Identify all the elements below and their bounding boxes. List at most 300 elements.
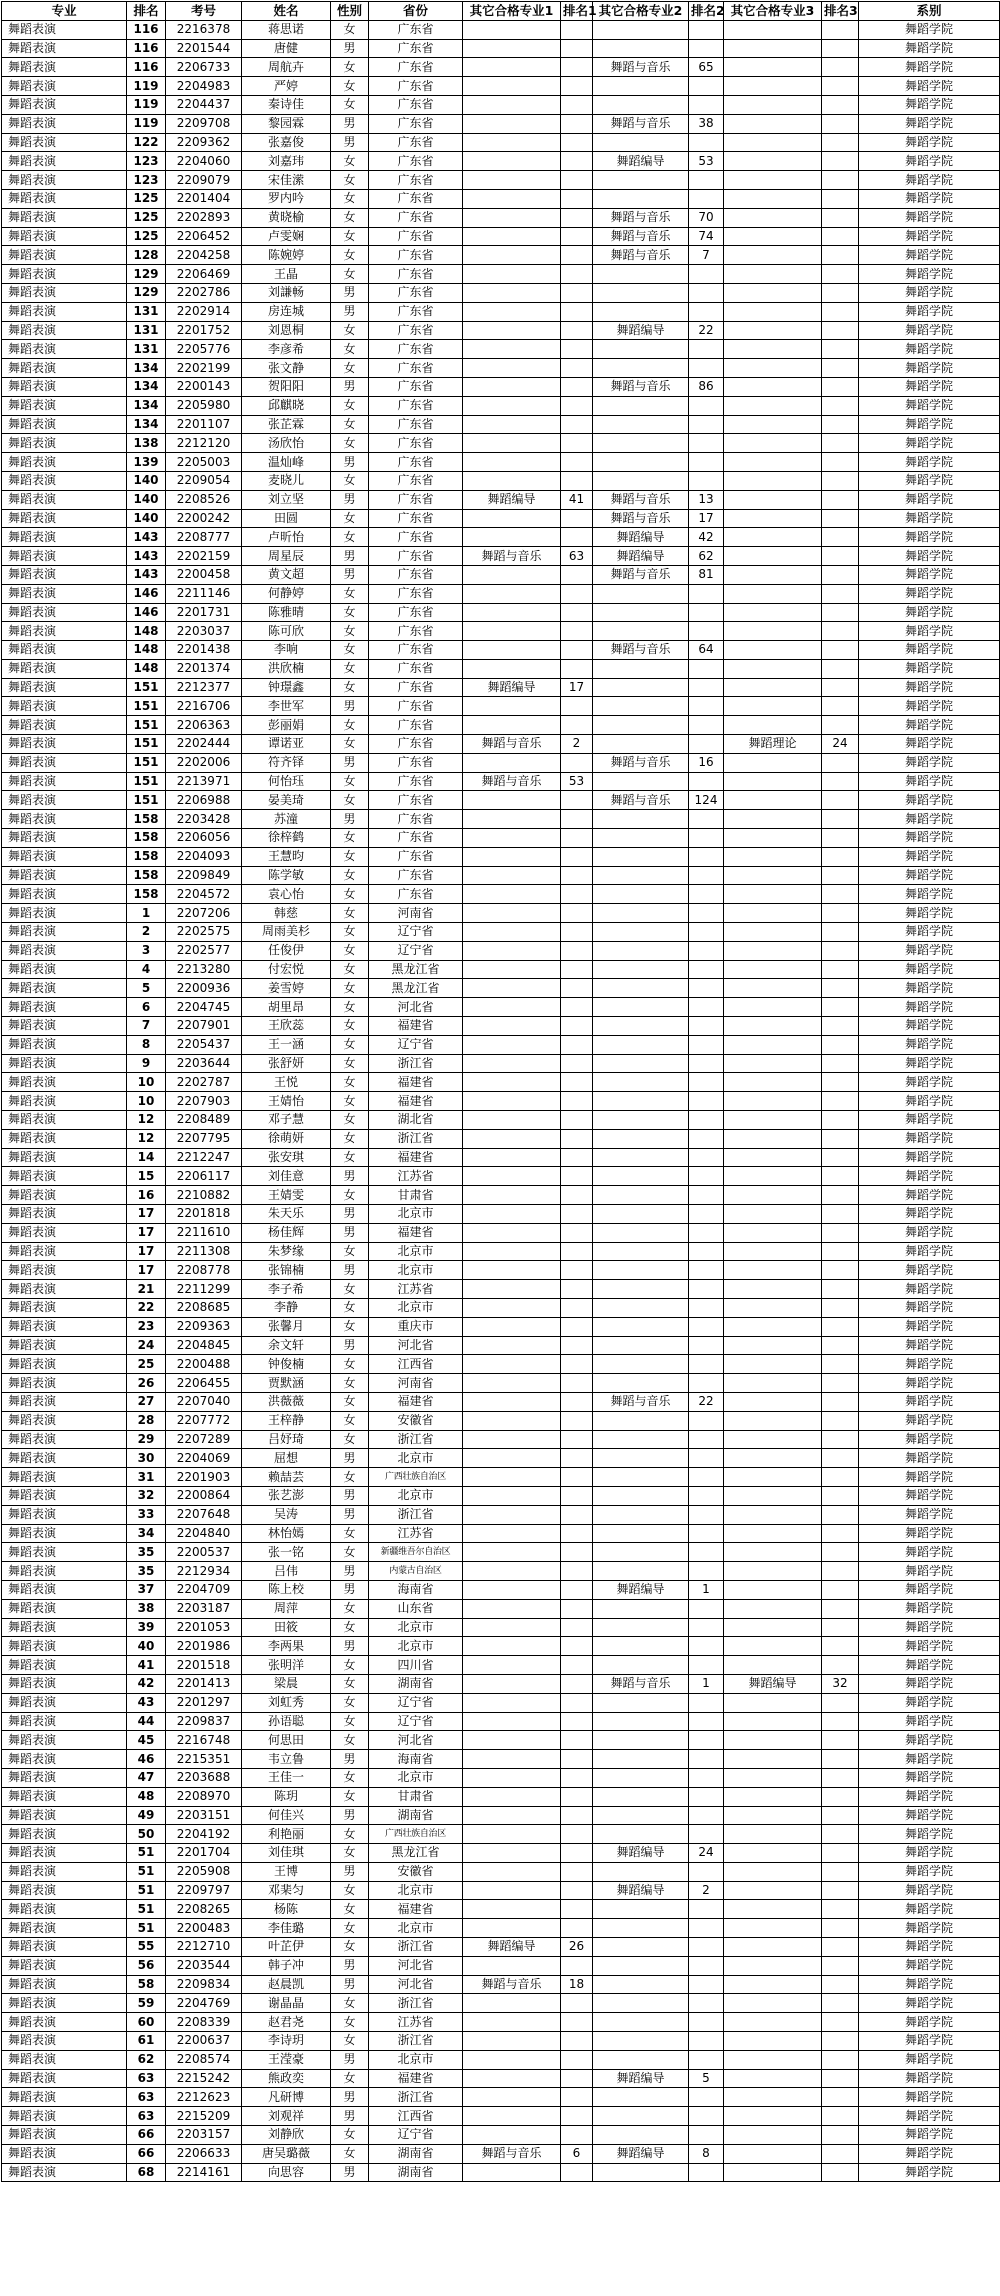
- cell-rank-2: 24: [689, 1844, 724, 1863]
- cell-rank-2: [689, 1787, 724, 1806]
- cell-rank-1: [561, 904, 593, 923]
- cell-province: 浙江省: [369, 1430, 463, 1449]
- cell-exam-no: 2211299: [166, 1280, 242, 1299]
- cell-department: 舞蹈学院: [859, 885, 1000, 904]
- cell-name: 朱天乐: [242, 1205, 331, 1224]
- cell-rank: 119: [127, 77, 166, 96]
- cell-rank-2: 53: [689, 152, 724, 171]
- cell-province: 广东省: [369, 716, 463, 735]
- cell-name: 赵晨凯: [242, 1975, 331, 1994]
- cell-department: 舞蹈学院: [859, 1129, 1000, 1148]
- cell-major: 舞蹈表演: [2, 58, 127, 77]
- cell-department: 舞蹈学院: [859, 1486, 1000, 1505]
- cell-gender: 男: [331, 1261, 369, 1280]
- cell-department: 舞蹈学院: [859, 1881, 1000, 1900]
- cell-other-major-2: [593, 603, 689, 622]
- cell-major: 舞蹈表演: [2, 1355, 127, 1374]
- table-row: [2, 829, 1000, 848]
- cell-other-major-1: [463, 246, 561, 265]
- cell-rank-3: [822, 1392, 859, 1411]
- cell-rank: 51: [127, 1862, 166, 1881]
- admission-table: [1, 1, 1000, 2182]
- cell-name: 张馨月: [242, 1317, 331, 1336]
- cell-rank-3: [822, 133, 859, 152]
- cell-major: 舞蹈表演: [2, 1674, 127, 1693]
- cell-gender: 女: [331, 95, 369, 114]
- cell-department: 舞蹈学院: [859, 1374, 1000, 1393]
- cell-other-major-2: [593, 1524, 689, 1543]
- table-row: [2, 1486, 1000, 1505]
- cell-name: 凡研博: [242, 2088, 331, 2107]
- cell-gender: 女: [331, 1374, 369, 1393]
- cell-province: 浙江省: [369, 1994, 463, 2013]
- cell-gender: 女: [331, 2144, 369, 2163]
- cell-other-major-2: [593, 2126, 689, 2145]
- table-row: [2, 1844, 1000, 1863]
- cell-other-major-3: [724, 1035, 822, 1054]
- cell-gender: 女: [331, 227, 369, 246]
- cell-other-major-2: 舞蹈与音乐: [593, 208, 689, 227]
- cell-province: 广东省: [369, 697, 463, 716]
- cell-name: 赖喆芸: [242, 1468, 331, 1487]
- cell-department: 舞蹈学院: [859, 2088, 1000, 2107]
- cell-rank-2: [689, 1486, 724, 1505]
- cell-gender: 男: [331, 283, 369, 302]
- cell-exam-no: 2207901: [166, 1017, 242, 1036]
- cell-exam-no: 2211308: [166, 1242, 242, 1261]
- cell-other-major-2: [593, 95, 689, 114]
- cell-rank-2: [689, 189, 724, 208]
- cell-rank-3: [822, 1129, 859, 1148]
- cell-major: 舞蹈表演: [2, 1956, 127, 1975]
- cell-rank-2: [689, 1618, 724, 1637]
- cell-other-major-1: [463, 960, 561, 979]
- table-row: [2, 885, 1000, 904]
- cell-rank-1: 2: [561, 735, 593, 754]
- table-row: [2, 20, 1000, 39]
- cell-name: 麦晓儿: [242, 471, 331, 490]
- cell-province: 新疆维吾尔自治区: [369, 1543, 463, 1562]
- cell-rank-3: [822, 453, 859, 472]
- cell-rank: 143: [127, 565, 166, 584]
- cell-province: 甘肃省: [369, 1787, 463, 1806]
- cell-other-major-1: [463, 2050, 561, 2069]
- cell-major: 舞蹈表演: [2, 396, 127, 415]
- table-row: [2, 302, 1000, 321]
- cell-province: 福建省: [369, 1223, 463, 1242]
- cell-gender: 男: [331, 1486, 369, 1505]
- cell-exam-no: 2201297: [166, 1693, 242, 1712]
- cell-other-major-2: [593, 1731, 689, 1750]
- cell-rank: 51: [127, 1844, 166, 1863]
- cell-rank-2: 74: [689, 227, 724, 246]
- table-row: [2, 697, 1000, 716]
- cell-name: 陈可欣: [242, 622, 331, 641]
- cell-name: 晏美琦: [242, 791, 331, 810]
- cell-rank-3: 32: [822, 1674, 859, 1693]
- cell-department: 舞蹈学院: [859, 2144, 1000, 2163]
- cell-rank-1: [561, 1844, 593, 1863]
- cell-major: 舞蹈表演: [2, 1806, 127, 1825]
- cell-rank: 25: [127, 1355, 166, 1374]
- cell-exam-no: 2206117: [166, 1167, 242, 1186]
- cell-other-major-2: 舞蹈编导: [593, 2144, 689, 2163]
- cell-other-major-1: 舞蹈与音乐: [463, 772, 561, 791]
- cell-department: 舞蹈学院: [859, 1505, 1000, 1524]
- cell-province: 福建省: [369, 1092, 463, 1111]
- cell-name: 卢雯娴: [242, 227, 331, 246]
- cell-other-major-3: [724, 641, 822, 660]
- cell-other-major-3: [724, 77, 822, 96]
- cell-rank-2: [689, 941, 724, 960]
- cell-exam-no: 2200143: [166, 377, 242, 396]
- cell-rank-2: [689, 1449, 724, 1468]
- cell-gender: 男: [331, 1223, 369, 1242]
- cell-rank-1: [561, 1524, 593, 1543]
- cell-rank: 151: [127, 753, 166, 772]
- cell-rank-1: [561, 77, 593, 96]
- cell-other-major-1: [463, 941, 561, 960]
- cell-other-major-1: [463, 509, 561, 528]
- cell-rank-3: [822, 1693, 859, 1712]
- cell-gender: 女: [331, 77, 369, 96]
- cell-rank-2: [689, 2126, 724, 2145]
- cell-rank: 151: [127, 697, 166, 716]
- table-row: [2, 1073, 1000, 1092]
- cell-other-major-1: [463, 528, 561, 547]
- cell-exam-no: 2202575: [166, 923, 242, 942]
- cell-exam-no: 2206452: [166, 227, 242, 246]
- cell-name: 张一铭: [242, 1543, 331, 1562]
- cell-exam-no: 2206056: [166, 829, 242, 848]
- cell-other-major-3: [724, 58, 822, 77]
- cell-name: 熊政奕: [242, 2069, 331, 2088]
- cell-rank-1: [561, 227, 593, 246]
- cell-gender: 女: [331, 904, 369, 923]
- cell-other-major-1: [463, 1825, 561, 1844]
- cell-rank-2: [689, 1994, 724, 2013]
- table-row: [2, 941, 1000, 960]
- cell-department: 舞蹈学院: [859, 302, 1000, 321]
- cell-gender: 女: [331, 1543, 369, 1562]
- cell-major: 舞蹈表演: [2, 1280, 127, 1299]
- cell-gender: 男: [331, 2163, 369, 2182]
- table-row: [2, 1336, 1000, 1355]
- cell-gender: 男: [331, 2050, 369, 2069]
- cell-other-major-1: [463, 152, 561, 171]
- cell-rank: 49: [127, 1806, 166, 1825]
- table-row: [2, 1261, 1000, 1280]
- cell-rank-2: [689, 1035, 724, 1054]
- cell-rank-2: [689, 2107, 724, 2126]
- cell-department: 舞蹈学院: [859, 208, 1000, 227]
- cell-rank-2: [689, 1129, 724, 1148]
- cell-gender: 女: [331, 528, 369, 547]
- cell-other-major-2: 舞蹈与音乐: [593, 58, 689, 77]
- cell-rank-3: [822, 1975, 859, 1994]
- cell-other-major-3: [724, 1223, 822, 1242]
- cell-major: 舞蹈表演: [2, 1750, 127, 1769]
- cell-rank-2: [689, 434, 724, 453]
- cell-other-major-3: [724, 697, 822, 716]
- cell-major: 舞蹈表演: [2, 960, 127, 979]
- cell-other-major-2: [593, 1994, 689, 2013]
- cell-department: 舞蹈学院: [859, 1806, 1000, 1825]
- cell-exam-no: 2201404: [166, 189, 242, 208]
- cell-name: 钟俊楠: [242, 1355, 331, 1374]
- cell-major: 舞蹈表演: [2, 1167, 127, 1186]
- cell-province: 广东省: [369, 584, 463, 603]
- cell-rank: 35: [127, 1562, 166, 1581]
- cell-other-major-2: [593, 415, 689, 434]
- cell-rank-3: [822, 1938, 859, 1957]
- cell-other-major-3: [724, 340, 822, 359]
- cell-other-major-2: [593, 1750, 689, 1769]
- cell-rank-3: [822, 359, 859, 378]
- table-row: [2, 1712, 1000, 1731]
- cell-rank-2: [689, 1562, 724, 1581]
- cell-gender: 女: [331, 1524, 369, 1543]
- cell-province: 河北省: [369, 1731, 463, 1750]
- cell-name: 孙语聪: [242, 1712, 331, 1731]
- table-row: [2, 396, 1000, 415]
- cell-department: 舞蹈学院: [859, 189, 1000, 208]
- table-row: [2, 1017, 1000, 1036]
- table-row: [2, 1562, 1000, 1581]
- cell-rank-1: 17: [561, 678, 593, 697]
- cell-rank-1: [561, 58, 593, 77]
- cell-major: 舞蹈表演: [2, 1411, 127, 1430]
- cell-rank-3: [822, 246, 859, 265]
- cell-rank-1: [561, 998, 593, 1017]
- cell-province: 广东省: [369, 152, 463, 171]
- cell-exam-no: 2209834: [166, 1975, 242, 1994]
- cell-rank-3: [822, 1261, 859, 1280]
- cell-rank: 47: [127, 1768, 166, 1787]
- cell-gender: 男: [331, 1205, 369, 1224]
- cell-gender: 男: [331, 1449, 369, 1468]
- cell-gender: 女: [331, 1035, 369, 1054]
- cell-rank-3: [822, 2107, 859, 2126]
- cell-province: 河北省: [369, 1975, 463, 1994]
- cell-rank: 61: [127, 2032, 166, 2051]
- cell-other-major-2: [593, 2032, 689, 2051]
- cell-exam-no: 2209079: [166, 171, 242, 190]
- cell-other-major-3: [724, 772, 822, 791]
- table-row: [2, 490, 1000, 509]
- cell-gender: 男: [331, 2107, 369, 2126]
- cell-other-major-2: [593, 302, 689, 321]
- cell-province: 广东省: [369, 20, 463, 39]
- cell-gender: 女: [331, 58, 369, 77]
- table-row: [2, 1392, 1000, 1411]
- cell-major: 舞蹈表演: [2, 171, 127, 190]
- cell-major: 舞蹈表演: [2, 77, 127, 96]
- cell-rank: 59: [127, 1994, 166, 2013]
- cell-name: 吕妤琦: [242, 1430, 331, 1449]
- cell-rank-3: [822, 697, 859, 716]
- cell-major: 舞蹈表演: [2, 471, 127, 490]
- cell-rank-3: [822, 1035, 859, 1054]
- table-row: [2, 772, 1000, 791]
- cell-rank-3: [822, 1562, 859, 1581]
- cell-exam-no: 2201903: [166, 1468, 242, 1487]
- cell-rank-3: [822, 641, 859, 660]
- cell-name: 林怡嫣: [242, 1524, 331, 1543]
- cell-other-major-1: [463, 697, 561, 716]
- cell-other-major-2: 舞蹈编导: [593, 1844, 689, 1863]
- cell-rank-2: [689, 359, 724, 378]
- cell-rank-1: [561, 659, 593, 678]
- cell-exam-no: 2212710: [166, 1938, 242, 1957]
- cell-major: 舞蹈表演: [2, 810, 127, 829]
- cell-rank-2: 64: [689, 641, 724, 660]
- cell-other-major-3: [724, 847, 822, 866]
- cell-other-major-1: [463, 359, 561, 378]
- cell-gender: 女: [331, 1919, 369, 1938]
- cell-other-major-3: [724, 1599, 822, 1618]
- cell-rank-2: 16: [689, 753, 724, 772]
- cell-rank-2: [689, 1054, 724, 1073]
- cell-rank-1: 6: [561, 2144, 593, 2163]
- cell-rank-1: [561, 39, 593, 58]
- cell-rank-3: [822, 302, 859, 321]
- cell-province: 北京市: [369, 1486, 463, 1505]
- cell-rank-1: [561, 471, 593, 490]
- cell-gender: 女: [331, 20, 369, 39]
- cell-other-major-3: [724, 1374, 822, 1393]
- cell-other-major-2: [593, 1242, 689, 1261]
- cell-rank-3: [822, 960, 859, 979]
- cell-other-major-3: [724, 133, 822, 152]
- cell-rank: 29: [127, 1430, 166, 1449]
- cell-other-major-3: 舞蹈编导: [724, 1674, 822, 1693]
- cell-name: 王婧怡: [242, 1092, 331, 1111]
- table-body: [2, 20, 1000, 2182]
- cell-major: 舞蹈表演: [2, 622, 127, 641]
- cell-name: 邱麒晓: [242, 396, 331, 415]
- table-row: [2, 1129, 1000, 1148]
- cell-name: 周萍: [242, 1599, 331, 1618]
- cell-other-major-1: [463, 603, 561, 622]
- cell-name: 贾默涵: [242, 1374, 331, 1393]
- cell-rank-3: [822, 1656, 859, 1675]
- cell-other-major-1: [463, 998, 561, 1017]
- cell-rank-1: [561, 152, 593, 171]
- cell-rank-2: [689, 1298, 724, 1317]
- cell-other-major-2: [593, 1261, 689, 1280]
- cell-gender: 男: [331, 1562, 369, 1581]
- cell-rank: 35: [127, 1543, 166, 1562]
- cell-province: 辽宁省: [369, 1712, 463, 1731]
- cell-rank-1: [561, 1073, 593, 1092]
- cell-rank: 148: [127, 641, 166, 660]
- cell-department: 舞蹈学院: [859, 716, 1000, 735]
- cell-major: 舞蹈表演: [2, 2144, 127, 2163]
- cell-name: 罗内吟: [242, 189, 331, 208]
- cell-department: 舞蹈学院: [859, 453, 1000, 472]
- cell-rank-3: [822, 1580, 859, 1599]
- cell-other-major-3: [724, 1693, 822, 1712]
- cell-gender: 女: [331, 2126, 369, 2145]
- cell-rank-2: [689, 735, 724, 754]
- cell-name: 陈玥: [242, 1787, 331, 1806]
- cell-rank-1: [561, 1900, 593, 1919]
- cell-other-major-1: [463, 39, 561, 58]
- cell-name: 洪薇薇: [242, 1392, 331, 1411]
- cell-other-major-3: 舞蹈理论: [724, 735, 822, 754]
- cell-other-major-3: [724, 1017, 822, 1036]
- cell-name: 张安琪: [242, 1148, 331, 1167]
- cell-other-major-2: [593, 1806, 689, 1825]
- cell-major: 舞蹈表演: [2, 359, 127, 378]
- cell-other-major-3: [724, 1280, 822, 1299]
- cell-department: 舞蹈学院: [859, 133, 1000, 152]
- cell-name: 田圆: [242, 509, 331, 528]
- cell-rank-3: [822, 1148, 859, 1167]
- cell-rank: 134: [127, 396, 166, 415]
- cell-other-major-1: [463, 1806, 561, 1825]
- cell-gender: 女: [331, 171, 369, 190]
- cell-rank-1: [561, 1205, 593, 1224]
- cell-rank-1: [561, 1298, 593, 1317]
- cell-rank: 51: [127, 1900, 166, 1919]
- cell-rank-2: [689, 1411, 724, 1430]
- cell-rank-2: 1: [689, 1580, 724, 1599]
- cell-other-major-2: [593, 2050, 689, 2069]
- table-row: [2, 1430, 1000, 1449]
- cell-rank-2: [689, 1148, 724, 1167]
- cell-gender: 女: [331, 2032, 369, 2051]
- cell-other-major-1: [463, 1580, 561, 1599]
- cell-other-major-2: [593, 1355, 689, 1374]
- cell-other-major-2: [593, 960, 689, 979]
- cell-other-major-2: [593, 1599, 689, 1618]
- cell-rank: 3: [127, 941, 166, 960]
- cell-rank-1: [561, 1599, 593, 1618]
- table-row: [2, 847, 1000, 866]
- cell-department: 舞蹈学院: [859, 2032, 1000, 2051]
- cell-department: 舞蹈学院: [859, 1956, 1000, 1975]
- cell-major: 舞蹈表演: [2, 2050, 127, 2069]
- cell-exam-no: 2201986: [166, 1637, 242, 1656]
- table-row: [2, 1205, 1000, 1224]
- cell-province: 广东省: [369, 753, 463, 772]
- cell-other-major-1: [463, 847, 561, 866]
- cell-exam-no: 2202914: [166, 302, 242, 321]
- table-row: [2, 1148, 1000, 1167]
- cell-other-major-1: [463, 58, 561, 77]
- cell-major: 舞蹈表演: [2, 904, 127, 923]
- cell-other-major-2: [593, 829, 689, 848]
- cell-name: 李两果: [242, 1637, 331, 1656]
- cell-other-major-2: [593, 904, 689, 923]
- cell-department: 舞蹈学院: [859, 1355, 1000, 1374]
- cell-rank-2: [689, 1768, 724, 1787]
- cell-gender: 女: [331, 1618, 369, 1637]
- cell-rank-3: [822, 77, 859, 96]
- cell-other-major-2: [593, 1111, 689, 1130]
- cell-name: 陈上校: [242, 1580, 331, 1599]
- cell-other-major-3: [724, 923, 822, 942]
- cell-rank-1: [561, 1825, 593, 1844]
- cell-gender: 女: [331, 1298, 369, 1317]
- cell-rank-1: 26: [561, 1938, 593, 1957]
- cell-rank-1: [561, 829, 593, 848]
- cell-rank-3: [822, 1336, 859, 1355]
- cell-other-major-3: [724, 39, 822, 58]
- cell-province: 江苏省: [369, 1524, 463, 1543]
